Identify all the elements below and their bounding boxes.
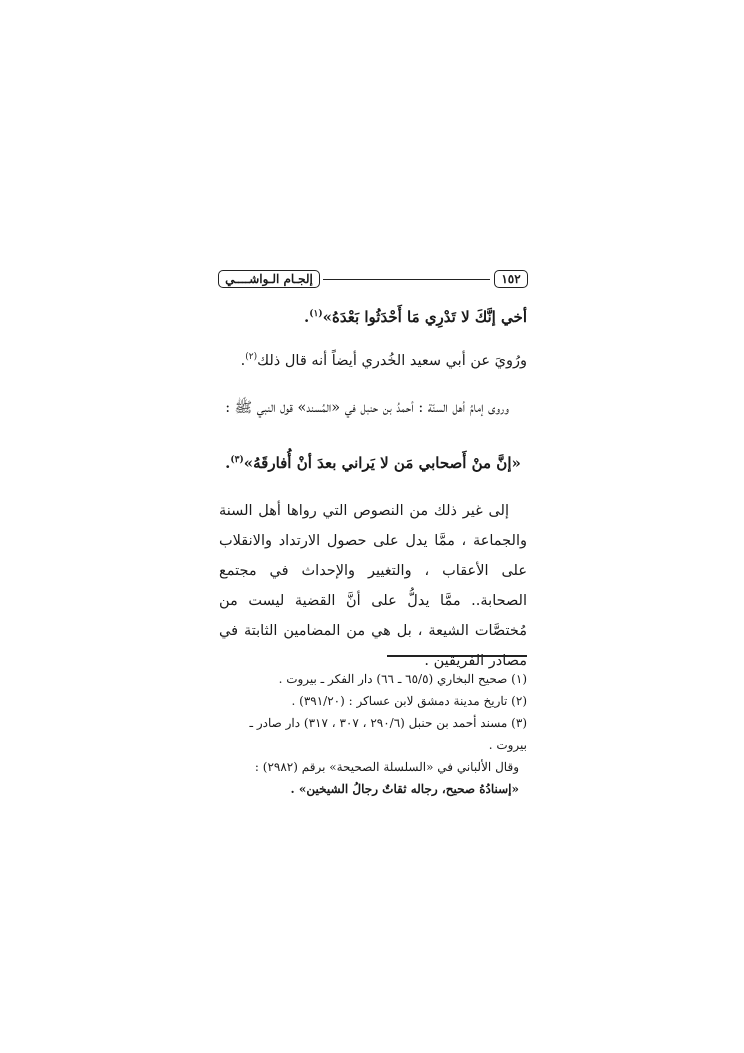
footnote-3-note: وقال الألباني في «السلسلة الصحيحة» برقم (٢٩٨٢) :: [254, 760, 519, 774]
quote-1-text: أخي إنَّكَ لا تَدْرِي مَا أَحْدَثُوا بَعْدَهُ»: [322, 308, 527, 326]
page-number: ١٥٢: [494, 270, 528, 288]
paragraph-narration: ورُويَ عن أبي سعيد الخُدري أيضاً أنه قال ذلك$^{(٢)}$.: [240, 352, 527, 369]
footnote-ref-3: (٣): [230, 455, 244, 465]
footnotes: [219, 668, 527, 800]
footnote-3: (٣) مسند أحمد بن حنبل (٢٩٠/٦ ، ٣٠٧ ، ٣١٧) دار صادر ـ بيروت .: [249, 716, 527, 752]
page-header: [218, 270, 528, 290]
paragraph-conclusion: إلى غير ذلك من النصوص التي رواها أهل السنة والجماعة ، ممَّا يدل على حصول الارتداد والانقلاب على الأعقاب ، والتغيير والإحداث في مجتمع الصحابة.. ممَّا يدلُّ على أنَّ القضية ليست من مُختصَّات الشيعة ، بل هي من المضامين الثابتة في مصادر الفريقين .: [219, 503, 527, 669]
footnote-ref-1: (١): [309, 309, 323, 319]
header-rule: [323, 279, 490, 280]
narration-text: ورُويَ عن أبي سعيد الخُدري أيضاً أنه قال ذلك: [257, 352, 527, 369]
paragraph-musnad: وروى إمامُ أهل السنّة : أحمدُ بن حنبل في «المُسند» قول النبي ﷺ :: [225, 400, 509, 416]
footnote-ref-2: (٢): [245, 352, 258, 362]
footnote-separator: [387, 655, 527, 657]
footnote-1: (١) صحيح البخاري (٦٥/٥ ـ ٦٦) دار الفكر ـ بيروت .: [278, 672, 527, 686]
footnote-3-grading: «إسنادُهُ صحيح، رجاله ثقاتٌ رجالُ الشيخين» .: [290, 782, 519, 796]
hadith-quote-2: «إنَّ منْ أَصحابي مَن لا يَراني بعدَ أنْ أُفارقَهُ»$^{(٣)}$.: [225, 454, 521, 472]
footnote-2: (٢) تاريخ مدينة دمشق لابن عساكر : (٣٩١/٢٠) .: [291, 694, 527, 708]
quote-2-text: «إنَّ منْ أَصحابي مَن لا يَراني بعدَ أنْ أُفارقَهُ»: [243, 454, 521, 472]
running-title: إلجـام الـواشــــي: [218, 270, 320, 288]
hadith-quote-1: أخي إنَّكَ لا تَدْرِي مَا أَحْدَثُوا بَعْدَهُ»$^{(١)}$.: [304, 308, 527, 326]
footnote-3-continuation: [219, 756, 527, 800]
